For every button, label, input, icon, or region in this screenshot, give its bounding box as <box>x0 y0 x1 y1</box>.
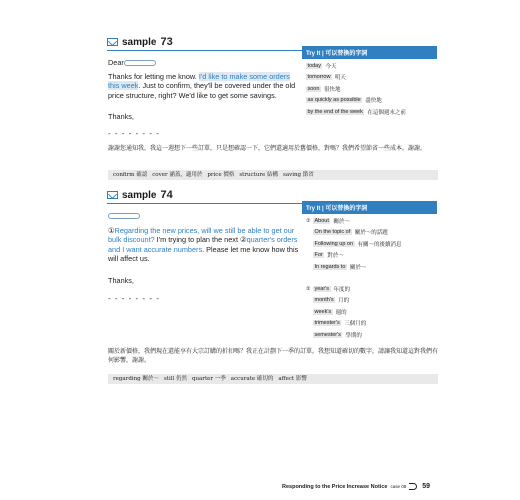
translation-74: 關於新價格，我們現在還能享有大宗訂購的折扣嗎？我正在計劃下一季的訂單，我想知道確切的數字，請讓我知道這對我們有何影響，謝謝。 <box>108 348 439 364</box>
signature-line: - - - - - - - - <box>108 294 160 303</box>
letter-closing: Thanks, <box>108 276 134 285</box>
letter-body-74: ①Regarding the new prices, will we still be able to get our bulk discount? I'm trying to plan the next ②quarter's orders and I want accurate numbers. Please let me know how this will affect us. <box>108 226 299 263</box>
try-it-header: Try It | 可以替換的字詞 <box>302 46 437 59</box>
chapter-title: Responding to the Price Increase Notice <box>282 483 388 490</box>
vocab-bar-74: regarding 關於～ still 仍然 quarter 一季 accurate 確切的 affect 影響 <box>108 374 438 384</box>
recipient-name-blank <box>108 213 140 219</box>
highlighted-phrase: quarter's orders and I want accurate numbers <box>108 235 298 254</box>
try-it-list-74-group2 <box>306 283 366 341</box>
letter-body-73: Thanks for letting me know. I'd like to make some orders this week. Just to confirm, they'll be covered under the old price structure, right? We'd like to get some savings. <box>108 72 296 100</box>
sample-label: sample <box>122 36 157 48</box>
highlighted-phrase: I'd like to make some orders this week <box>108 72 290 91</box>
envelope-icon <box>107 38 118 46</box>
letter-closing: Thanks, <box>108 112 134 121</box>
try-it-item: ② year's 年度的 <box>306 285 351 293</box>
translation-73: 謝謝您通知我。我這一週想下一些訂單，只是想確認一下，它們還適用於舊價格，對嗎？我們希望節省一些成本。謝謝。 <box>108 145 427 152</box>
page-footer <box>282 483 430 490</box>
try-it-header: Try It | 可以替換的字詞 <box>302 201 437 214</box>
page-number: 59 <box>422 483 431 490</box>
try-it-list-73 <box>306 60 406 118</box>
try-it-item: For 對於～ <box>314 252 344 260</box>
try-it-item: soon 很快地 <box>307 85 341 93</box>
try-it-item: Following up on 有關～的後續消息 <box>314 240 402 248</box>
vocab-bar-73: confirm 確認 cover 涵蓋，適用於 price 價格 structure 結構 saving 節省 <box>108 170 438 180</box>
sample-number: 74 <box>160 189 173 201</box>
envelope-icon <box>107 191 118 199</box>
sample-label: sample <box>122 189 157 201</box>
try-it-item: semester's 學期的 <box>314 331 362 339</box>
try-it-item: by the end of the week 在這個週末之前 <box>307 108 406 116</box>
try-it-item: In regards to 關於～ <box>314 263 367 271</box>
try-it-item: today 今天 <box>307 62 337 70</box>
try-it-item: trimester's 三個月的 <box>314 320 367 328</box>
highlighted-phrase: Regarding the new prices, will we still be able to get our bulk discount? <box>108 226 295 245</box>
case-label: case 08 <box>390 484 407 489</box>
try-it-item: month's 月的 <box>314 297 350 305</box>
try-it-item: as quickly as possible 盡快地 <box>307 97 382 105</box>
sample-number: 73 <box>160 36 173 48</box>
try-it-item: ① About 關於～ <box>306 217 350 225</box>
try-it-list-74-group1 <box>306 215 402 273</box>
try-it-item: tomorrow 明天 <box>307 74 346 82</box>
page-arrow-icon <box>409 483 417 490</box>
signature-line: - - - - - - - - <box>108 129 160 138</box>
try-it-item: week's 週的 <box>314 308 347 316</box>
letter-salutation: Dear <box>108 58 124 67</box>
recipient-name-blank <box>124 60 156 66</box>
try-it-item: On the topic of 關於～的話題 <box>314 229 388 237</box>
